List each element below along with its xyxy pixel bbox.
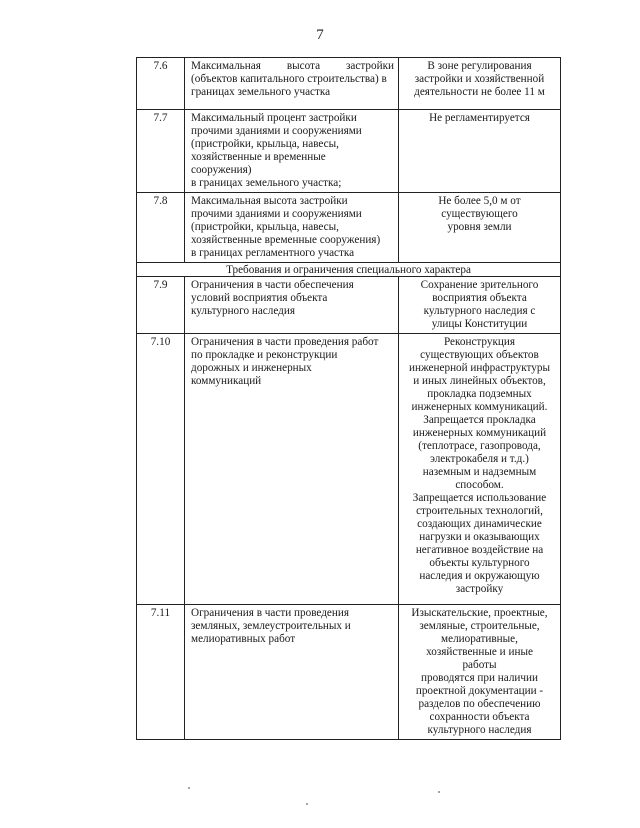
item-value [399, 334, 561, 605]
description-line: мелиоративных работ [191, 633, 296, 645]
value-line: культурного наследия [427, 724, 532, 736]
value-line: проектной документации - [415, 685, 544, 697]
value-line: создающих динамические [417, 518, 542, 530]
value-line: наземным и надземным [422, 466, 537, 478]
table-row [137, 193, 561, 263]
value-line: работы [462, 659, 497, 671]
value-line: нагрузки и оказывающих [419, 531, 540, 543]
value-line: проводятся при наличии [420, 672, 538, 684]
value-line: наследия и окружающую [419, 570, 540, 582]
page-number: 7 [316, 27, 324, 43]
description-line: Ограничения в части обеспечения [191, 279, 354, 291]
value-line: хозяйственные и иные [426, 646, 533, 658]
value-line: мелиоративные, [441, 633, 518, 645]
value-line: инженерных коммуникаций. [411, 401, 548, 413]
value-line: Не регламентируется [429, 112, 530, 124]
description-line: в границах земельного участка; [191, 177, 342, 189]
value-line: инженерных коммуникаций [412, 427, 547, 439]
value-line: В зоне регулирования [427, 60, 532, 72]
value-line: способом. [455, 479, 504, 491]
value-line: строительных технологий, [416, 505, 543, 517]
item-description [185, 277, 399, 334]
value-line: Запрещается прокладка [423, 414, 536, 426]
value-line: Изыскательские, проектные, [411, 607, 548, 619]
description-line: дорожных и инженерных [191, 362, 312, 374]
item-number: 7.8 [137, 193, 185, 263]
item-value [399, 277, 561, 334]
value-line: Сохранение зрительного [420, 279, 539, 291]
value-line: прокладка подземных [427, 388, 532, 400]
description-line: Ограничения в части проведения [191, 607, 350, 619]
value-line: улицы Конституции [431, 318, 528, 330]
table-row [137, 334, 561, 605]
description-line: прочими зданиями и сооружениями [191, 125, 362, 137]
description-line: (пристройки, крыльца, навесы, [191, 221, 339, 233]
section-header-row [137, 263, 561, 277]
value-line: сохранности объекта [429, 711, 530, 723]
value-line: Реконструкция [443, 336, 516, 348]
value-line: культурного наследия с [423, 305, 536, 317]
value-line: разделов по обеспечению [418, 698, 541, 710]
item-value [399, 193, 561, 263]
value-line: уровня земли [447, 221, 512, 233]
description-line: (объектов капитального строительства) в [191, 73, 387, 85]
table-row [137, 605, 561, 740]
table-row [137, 110, 561, 193]
description-line: Максимальная высота застройки [191, 195, 348, 207]
item-value [399, 605, 561, 740]
description-line: Максимальная высота застройки [191, 60, 394, 72]
value-line: инженерной инфраструктуры [409, 362, 550, 374]
section-title: Требования и ограничения специального характера [137, 263, 561, 277]
value-line: застройки и хозяйственной [414, 73, 545, 85]
item-value [399, 110, 561, 193]
value-line: восприятия объекта [432, 292, 527, 304]
item-description [185, 110, 399, 193]
description-line: (пристройки, крыльца, навесы, [191, 138, 339, 150]
item-number: 7.10 [137, 334, 185, 605]
value-line: Запрещается использование [412, 492, 547, 504]
value-line: земляные, строительные, [419, 620, 540, 632]
value-line: существующего [441, 208, 518, 220]
value-line: и иных линейных объектов, [413, 375, 546, 387]
table-row [137, 58, 561, 110]
description-line: сооружения) [191, 164, 252, 176]
item-value [399, 58, 561, 110]
item-description [185, 193, 399, 263]
item-description [185, 605, 399, 740]
description-line: прочими зданиями и сооружениями [191, 208, 362, 220]
item-description [185, 58, 399, 110]
item-number: 7.9 [137, 277, 185, 334]
value-line: объекты культурного [429, 557, 530, 569]
description-line: Максимальный процент застройки [191, 112, 357, 124]
value-line: (теплотрасе, газопровода, [418, 440, 541, 452]
value-line: Не более 5,0 м от [438, 195, 521, 207]
table-row [137, 277, 561, 334]
item-number: 7.7 [137, 110, 185, 193]
description-line: земляных, землеустроительных и [191, 620, 351, 632]
description-line: хозяйственные временные сооружения) [191, 234, 381, 246]
description-line: культурного наследия [191, 305, 295, 317]
description-line: границах земельного участка [191, 86, 331, 98]
item-number: 7.11 [137, 605, 185, 740]
value-line: существующих объектов [420, 349, 539, 361]
item-description [185, 334, 399, 605]
value-line: электрокабеля и т.д.) [430, 453, 529, 465]
value-line: негативное воздействие на [415, 544, 544, 556]
description-line: хозяйственные и временные [191, 151, 326, 163]
description-line: условий восприятия объекта [191, 292, 328, 304]
item-number: 7.6 [137, 58, 185, 110]
value-line: застройку [455, 583, 504, 595]
description-line: Ограничения в части проведения работ [191, 336, 379, 348]
description-line: в границах регламентного участка [191, 247, 355, 259]
regulation-table [136, 57, 561, 740]
description-line: по прокладке и реконструкции [191, 349, 338, 361]
value-line: деятельности не более 11 м [414, 86, 545, 98]
description-line: коммуникаций [191, 375, 262, 387]
